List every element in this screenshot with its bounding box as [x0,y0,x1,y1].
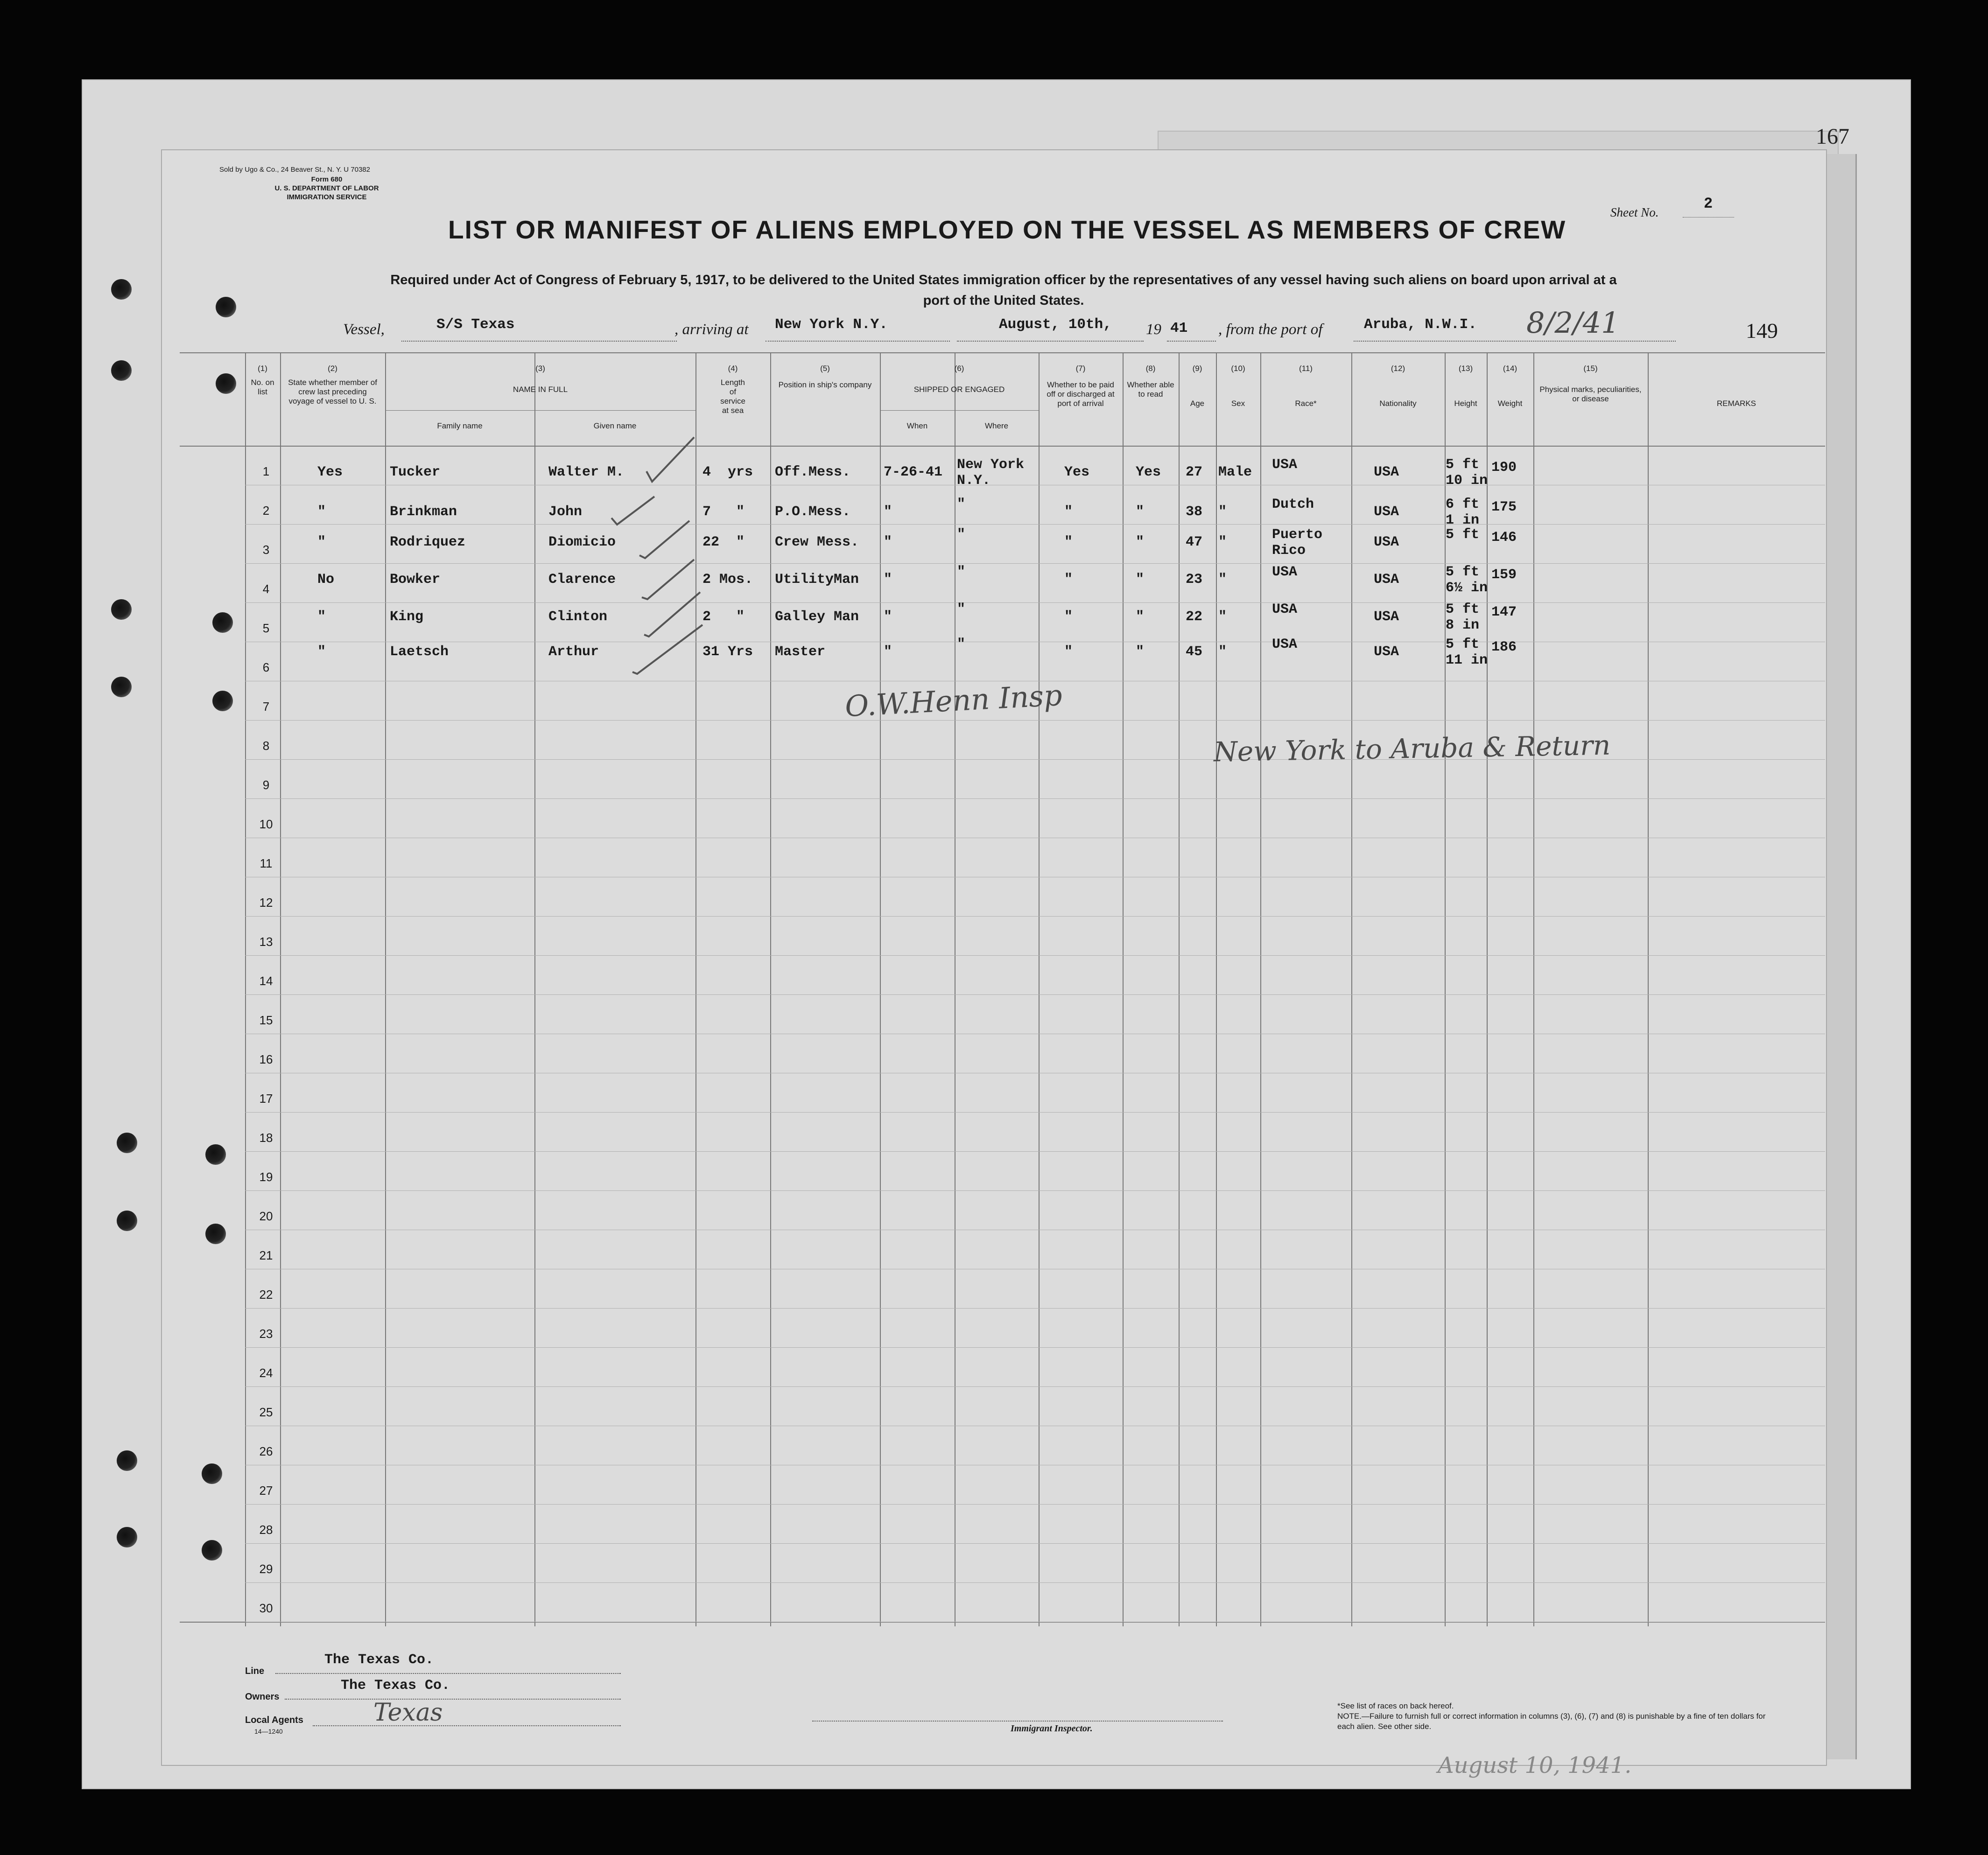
col-6-number: (6) [954,364,964,373]
col-11-number: (11) [1299,364,1313,373]
crew-weight: 175 [1491,499,1517,515]
col-15-number: (15) [1583,364,1598,373]
table-row-rule [245,1308,1825,1309]
folio-number: 167 [1816,124,1849,149]
col-header-when: When [906,421,928,430]
col-header-remarks: REMARKS [1716,399,1756,408]
name-subrule [385,410,695,411]
route-note: New York to Aruba & Return [1213,729,1611,768]
table-top-rule [180,352,1825,353]
crew-race: USA [1272,457,1298,473]
crew-paid-off: " [1064,644,1073,660]
row-number: 8 [262,739,270,753]
crew-age: 23 [1186,572,1203,588]
inspector-signature: O.W.Henn Insp [844,678,1063,724]
departure-port: Aruba, N.W.I. [1364,316,1477,333]
col-rule [1216,352,1217,1626]
crew-sex: Male [1218,464,1252,480]
arrival-year: 41 [1170,320,1188,336]
row-number: 5 [262,621,270,635]
crew-given: Walter M. [548,464,625,480]
row-number: 3 [262,543,270,557]
binder-hole-icon [111,677,132,697]
col-8-number: (8) [1145,364,1156,373]
crew-given: Arthur [548,644,599,660]
crew-position: Crew Mess. [775,534,859,550]
table-row-rule [245,1386,1825,1387]
crew-race: Dutch [1272,497,1314,512]
crew-height: 5 ft 10 in [1446,457,1488,489]
crew-given: Clarence [548,572,616,588]
table-row-rule [245,524,1825,525]
crew-age: 45 [1186,644,1203,660]
crew-nationality: USA [1374,534,1399,550]
crew-sex: " [1218,504,1227,520]
crew-age: 27 [1186,464,1203,480]
col-header-sex: Sex [1231,399,1245,408]
row-number: 9 [262,778,270,792]
col-header-able-to-read: Whether able to read [1127,380,1174,399]
col-rule [1260,352,1261,1626]
table-row-rule [245,1190,1825,1191]
crew-paid-off: " [1064,504,1073,520]
footnote [1337,1701,1771,1732]
crew-where: " [957,637,966,652]
crew-sex: " [1218,572,1227,588]
row-number: 2 [262,504,270,518]
col-12-number: (12) [1391,364,1405,373]
crew-service: 31 Yrs [702,644,753,660]
col-rule [1351,352,1352,1626]
header-bottom-rule [180,446,1825,447]
col-header-previous-voyage: State whether member of crew last preceding voyage of vessel to U. S. [288,378,377,406]
row-number: 22 [259,1288,273,1302]
col-rule [534,352,535,1626]
row-number: 25 [259,1405,273,1419]
row-number: 19 [259,1170,273,1184]
crew-paid-off: " [1064,534,1073,550]
row-number: 28 [259,1523,273,1537]
row-number: 11 [260,856,273,870]
crew-sex: " [1218,609,1227,625]
crew-family: King [390,609,424,625]
vessel-line [401,341,677,342]
row-number: 29 [259,1562,273,1576]
sheet-number-label: Sheet No. [1610,205,1659,219]
crew-sex: " [1218,644,1227,660]
crew-weight: 159 [1491,567,1517,583]
col-rule [1123,352,1124,1626]
crew-position: Off.Mess. [775,464,851,480]
department-name: U. S. DEPARTMENT OF LABOR [274,184,379,192]
row-number: 23 [259,1327,273,1341]
col-rule [1179,352,1180,1626]
crew-when: " [884,504,892,520]
line-label: Line [245,1666,265,1676]
col-header-name: NAME IN FULL [513,385,568,394]
line-underline [275,1673,621,1674]
form-number: Form 680 [311,175,343,183]
row-number: 7 [262,700,270,714]
crew-where: " [957,497,966,512]
row-number: 6 [262,660,270,674]
crew-nationality: USA [1374,464,1399,480]
agents-label: Local Agents [245,1715,303,1725]
col-2-number: (2) [328,364,337,373]
crew-weight: 190 [1491,460,1517,476]
crew-when: " [884,534,892,550]
col-rule [770,352,771,1626]
col-4-number: (4) [728,364,738,373]
sheet-number: 2 [1704,195,1713,212]
crew-read: Yes [1136,464,1161,480]
row-number: 12 [259,896,273,910]
crew-position: P.O.Mess. [775,504,851,520]
subtitle-line-1: Required under Act of Congress of February 5, 1917, to be delivered to the United States immigration officer by the representatives of any vessel having such aliens on board upon arrival at a [390,273,1617,287]
row-number: 15 [259,1013,273,1027]
crew-height: 5 ft 8 in [1446,602,1480,633]
crew-nationality: USA [1374,609,1399,625]
line-value: The Texas Co. [324,1652,434,1668]
crew-read: " [1136,644,1145,660]
crew-prev: No [317,572,335,588]
col-rule [1487,352,1488,1626]
col-10-number: (10) [1231,364,1245,373]
crew-family: Laetsch [390,644,449,660]
col-3-number: (3) [535,364,545,373]
crew-service: 2 Mos. [702,572,753,588]
crew-service: 2 " [702,609,745,625]
year-prefix: 19 [1146,321,1161,338]
arriving-label: , arriving at [674,321,749,338]
handwritten-date: 8/2/41 [1526,306,1620,340]
crew-family: Tucker [390,464,441,480]
crew-read: " [1136,609,1145,625]
crew-where: " [957,527,966,543]
col-rule [1445,352,1446,1626]
row-number: 18 [259,1131,273,1145]
col-rule [880,352,881,1626]
table-row-rule [245,916,1825,917]
col-13-number: (13) [1458,364,1473,373]
binder-hole-icon [117,1527,137,1547]
crew-read: " [1136,534,1145,550]
departure-port-line [1354,341,1676,342]
table-row-rule [245,1347,1825,1348]
binder-hole-icon [111,279,132,300]
crew-prev: " [317,504,326,520]
inspector-label: Immigrant Inspector. [1011,1723,1093,1734]
row-number: 4 [262,582,270,596]
crew-prev: " [317,609,326,625]
col-header-weight: Weight [1497,399,1523,408]
col-header-family-name: Family name [437,421,483,430]
crew-table [180,352,1825,1626]
table-row-rule [245,602,1825,603]
col-header-number: No. on list [251,378,274,396]
row-number: 21 [259,1248,273,1262]
arrival-date: August, 10th, [999,316,1112,333]
agents-value: Texas [373,1699,443,1727]
crew-when: 7-26-41 [884,464,943,480]
crew-race: USA [1272,602,1298,617]
col-rule [1039,352,1040,1626]
page-subtitle [243,270,1764,311]
row-number: 27 [259,1484,273,1498]
row-number: 16 [259,1052,273,1066]
from-port-label: , from the port of [1218,321,1323,338]
service-name: IMMIGRATION SERVICE [287,193,367,201]
binder-hole-icon [117,1450,137,1471]
crew-service: 4 yrs [702,464,753,480]
table-row-rule [245,1543,1825,1544]
crew-prev: " [317,534,326,550]
owners-value: The Texas Co. [341,1678,450,1694]
crew-position: UtilityMan [775,572,859,588]
row-number: 10 [259,817,273,831]
crew-age: 38 [1186,504,1203,520]
row-number: 13 [259,935,273,949]
col-header-height: Height [1454,399,1477,408]
table-row-rule [245,1582,1825,1583]
crew-height: 5 ft 11 in [1446,637,1488,668]
crew-prev: Yes [317,464,343,480]
table-row-rule [245,955,1825,956]
binder-hole-icon [216,297,236,317]
crew-where: New York N.Y. [957,457,1025,489]
col-header-where: Where [984,421,1009,430]
crew-family: Bowker [390,572,441,588]
crew-height: 5 ft 6½ in [1446,564,1488,596]
shipped-subrule [880,410,1039,411]
table-row-rule [245,720,1825,721]
crew-paid-off: Yes [1064,464,1090,480]
subtitle-line-2: port of the United States. [923,293,1084,308]
col-rule [1648,352,1649,1626]
inspector-line [812,1721,1223,1722]
penalty-note: NOTE.—Failure to furnish full or correct information in columns (3), (6), (7) and (8) is punishable by a fine of ten dollars for each alien. See other side. [1337,1712,1766,1731]
table-row-rule [245,1112,1825,1113]
col-rule [245,352,246,1626]
col-header-paid-off: Whether to be paid off or discharged at port of arrival [1047,380,1115,408]
col-rule [695,352,696,1626]
crew-paid-off: " [1064,572,1073,588]
vessel-label: Vessel, [343,321,385,338]
col-1-number: (1) [258,364,267,373]
binder-hole-icon [117,1133,137,1153]
crew-age: 22 [1186,609,1203,625]
col-header-race: Race* [1295,399,1317,408]
arrival-port: New York N.Y. [775,316,888,333]
crew-family: Brinkman [390,504,457,520]
owners-label: Owners [245,1692,280,1702]
crew-read: " [1136,504,1145,520]
col-9-number: (9) [1192,364,1202,373]
table-row-rule [245,1151,1825,1152]
crew-when: " [884,572,892,588]
row-number: 20 [259,1209,273,1223]
vessel-name: S/S Texas [436,316,515,333]
col-7-number: (7) [1075,364,1086,373]
col-rule [385,352,386,1626]
row-number: 17 [259,1092,273,1106]
crew-where: " [957,564,966,580]
col-header-length-of-service: Length of service at sea [720,378,745,415]
crew-race: Puerto Rico [1272,527,1323,559]
table-row-rule [245,1504,1825,1505]
col-header-given-name: Given name [593,421,637,430]
crew-family: Rodriquez [390,534,466,550]
col-5-number: (5) [820,364,830,373]
crew-prev: " [317,644,326,660]
crew-nationality: USA [1374,644,1399,660]
col-header-position: Position in ship's company [778,380,872,389]
form-id [257,175,397,202]
arrival-year-line [1167,341,1216,342]
crew-nationality: USA [1374,572,1399,588]
arrival-port-line [766,341,950,342]
crew-read: " [1136,572,1145,588]
crew-race: USA [1272,564,1298,580]
col-header-age: Age [1190,399,1205,408]
crew-weight: 146 [1491,530,1517,546]
col-14-number: (14) [1503,364,1517,373]
binder-hole-icon [111,599,132,620]
row-number: 24 [259,1366,273,1380]
crew-age: 47 [1186,534,1203,550]
arrival-date-line [957,341,1144,342]
crew-nationality: USA [1374,504,1399,520]
crew-position: Master [775,644,826,660]
crew-service: 7 " [702,504,745,520]
crew-race: USA [1272,637,1298,652]
agents-underline [313,1725,621,1726]
row-number: 26 [259,1444,273,1458]
printer-imprint: Sold by Ugo & Co., 24 Beaver St., N. Y. U 70382 [219,166,370,174]
page-title: LIST OR MANIFEST OF ALIENS EMPLOYED ON THE VESSEL AS MEMBERS OF CREW [448,215,1567,244]
crew-paid-off: " [1064,609,1073,625]
row-number: 30 [259,1601,273,1615]
col-header-nationality: Nationality [1379,399,1417,408]
col-rule [1533,352,1534,1626]
crew-height: 5 ft [1446,527,1480,543]
table-row-rule [245,563,1825,564]
races-note: *See list of races on back hereof. [1337,1701,1454,1710]
crew-height: 6 ft 1 in [1446,497,1480,528]
binder-hole-icon [117,1211,137,1231]
owners-underline [285,1699,621,1700]
table-row-rule [245,798,1825,799]
row-number: 14 [259,974,273,988]
col-header-shipped: SHIPPED OR ENGAGED [913,385,1005,394]
crew-service: 22 " [702,534,745,550]
crew-position: Galley Man [775,609,859,625]
crew-when: " [884,644,892,660]
table-row-rule [245,994,1825,995]
crew-given: John [548,504,583,520]
crew-where: " [957,602,966,617]
page-reference: 149 [1746,319,1778,343]
crew-when: " [884,609,892,625]
crew-weight: 186 [1491,639,1517,655]
print-code: 14—1240 [254,1728,283,1735]
col-header-physical-marks: Physical marks, peculiarities, or disease [1539,385,1642,403]
binder-hole-icon [111,360,132,381]
crew-sex: " [1218,534,1227,550]
crew-given: Diomicio [548,534,616,550]
crew-weight: 147 [1491,604,1517,620]
row-number: 1 [262,464,270,478]
crew-given: Clinton [548,609,608,625]
bottom-date: August 10, 1941. [1438,1752,1632,1778]
